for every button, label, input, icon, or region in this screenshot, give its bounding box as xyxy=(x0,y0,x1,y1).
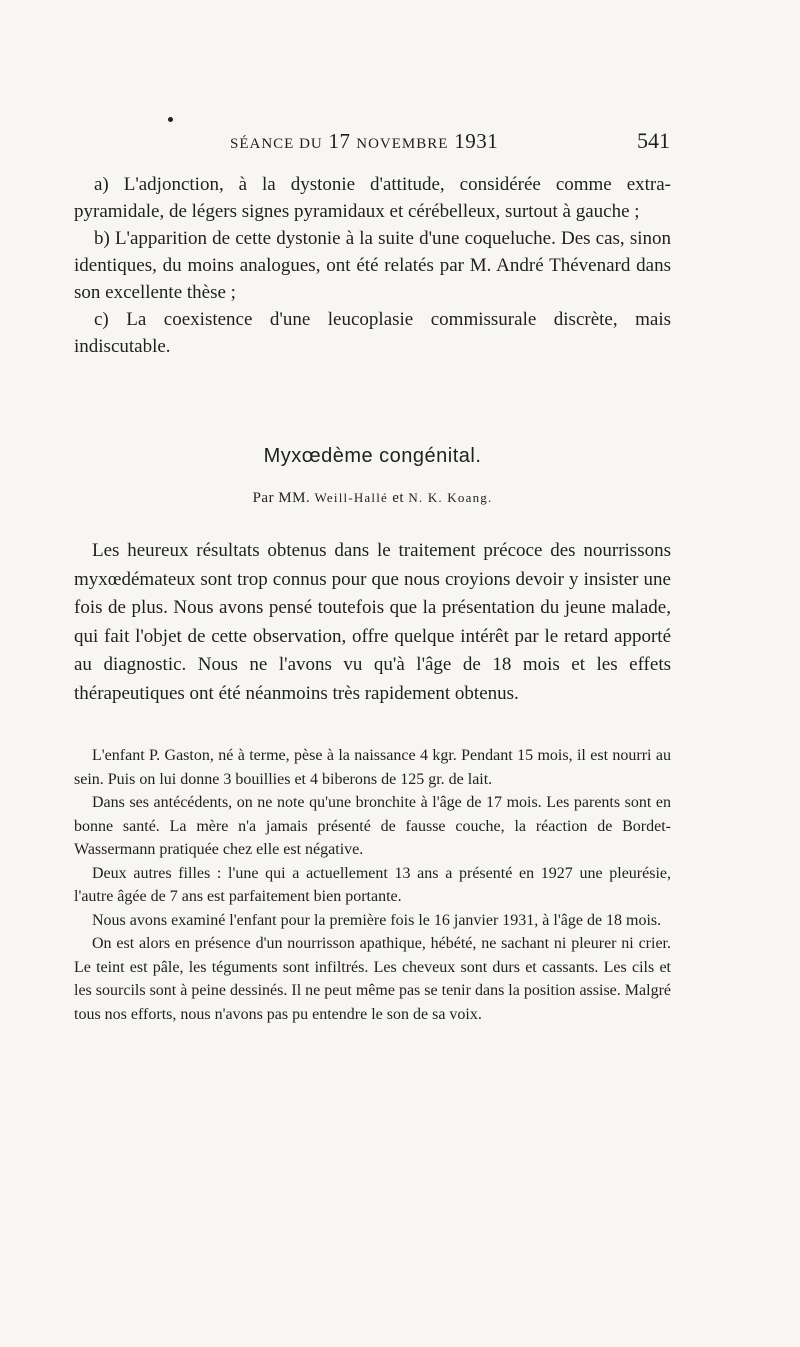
year: 1931 xyxy=(454,129,499,153)
authors-prefix: Par MM. xyxy=(252,490,311,506)
running-title xyxy=(230,129,498,154)
ink-dot xyxy=(168,117,173,122)
list-item-c: c) La coexistence d'une leucoplasie commissurale discrète, mais indiscutable. xyxy=(74,309,671,357)
article-title: Myxœdème congénital. xyxy=(263,445,482,467)
month: NOVEMBRE xyxy=(356,136,449,152)
list-item-b: b) L'apparition de cette dystonie à la suite d'une coqueluche. Des cas, sinon identiques, du moins analogues, ont été relatés par M. André Thévenard dans son excellente thèse ; xyxy=(74,228,671,303)
author-2: N. K. Koang. xyxy=(408,490,493,505)
seance-label: SÉANCE DU xyxy=(230,136,323,152)
case-paragraph-4: Nous avons examiné l'enfant pour la première fois le 16 janvier 1931, à l'âge de 18 mois. xyxy=(92,911,662,929)
date-day: 17 xyxy=(328,129,351,153)
intro-paragraph: Les heureux résultats obtenus dans le traitement précoce des nourrissons myxœdémateux sont trop connus pour que nous croyions devoir y insister une fois de plus. Nous avons pensé toutefois que la présentation du jeune malade, qui fait l'objet de cette observation, offre quelque intérêt par le retard apporté au diagnostic. Nous ne l'avons vu qu'à l'âge de 18 mois et les effets thérapeutiques ont été néanmoins très rapidement obtenus. xyxy=(74,540,671,704)
running-head xyxy=(230,128,670,160)
article-authors xyxy=(74,490,671,507)
case-paragraph-5: On est alors en présence d'un nourrisson apathique, hébété, ne sachant ni pleurer ni crier. Le teint est pâle, les téguments sont infiltrés. Les cheveux sont durs et cassants. Les cils et les sourcils sont à peine dessinés. Il ne peut même pas se tenir dans la position assise. Malgré tous nos efforts, nous n'avons pas pu entendre le son de sa voix. xyxy=(74,935,671,1023)
case-paragraph-3: Deux autres filles : l'une qui a actuellement 13 ans a présenté en 1927 une pleurésie, l'autre âgée de 7 ans est parfaitement bien portante. xyxy=(74,864,671,905)
intro-paragraph-block xyxy=(74,537,671,708)
case-paragraph-1: L'enfant P. Gaston, né à terme, pèse à la naissance 4 kgr. Pendant 15 mois, il est nourri au sein. Puis on lui donne 3 bouillies et 4 biberons de 125 gr. de lait. xyxy=(74,747,671,788)
author-1: Weill-Hallé xyxy=(314,490,388,505)
case-report xyxy=(74,744,671,1026)
authors-and: et xyxy=(392,490,405,506)
list-item-a: a) L'adjonction, à la dystonie d'attitude, considérée comme extra-pyramidale, de légers signes pyramidaux et cérébelleux, surtout à gauche ; xyxy=(74,174,671,222)
page-number: 541 xyxy=(637,128,670,153)
case-paragraph-2: Dans ses antécédents, on ne note qu'une bronchite à l'âge de 17 mois. Les parents sont en bonne santé. La mère n'a jamais présenté de fausse couche, la réaction de Bordet-Wassermann pratiquée chez elle est négative. xyxy=(74,794,671,858)
continued-list xyxy=(74,171,671,360)
